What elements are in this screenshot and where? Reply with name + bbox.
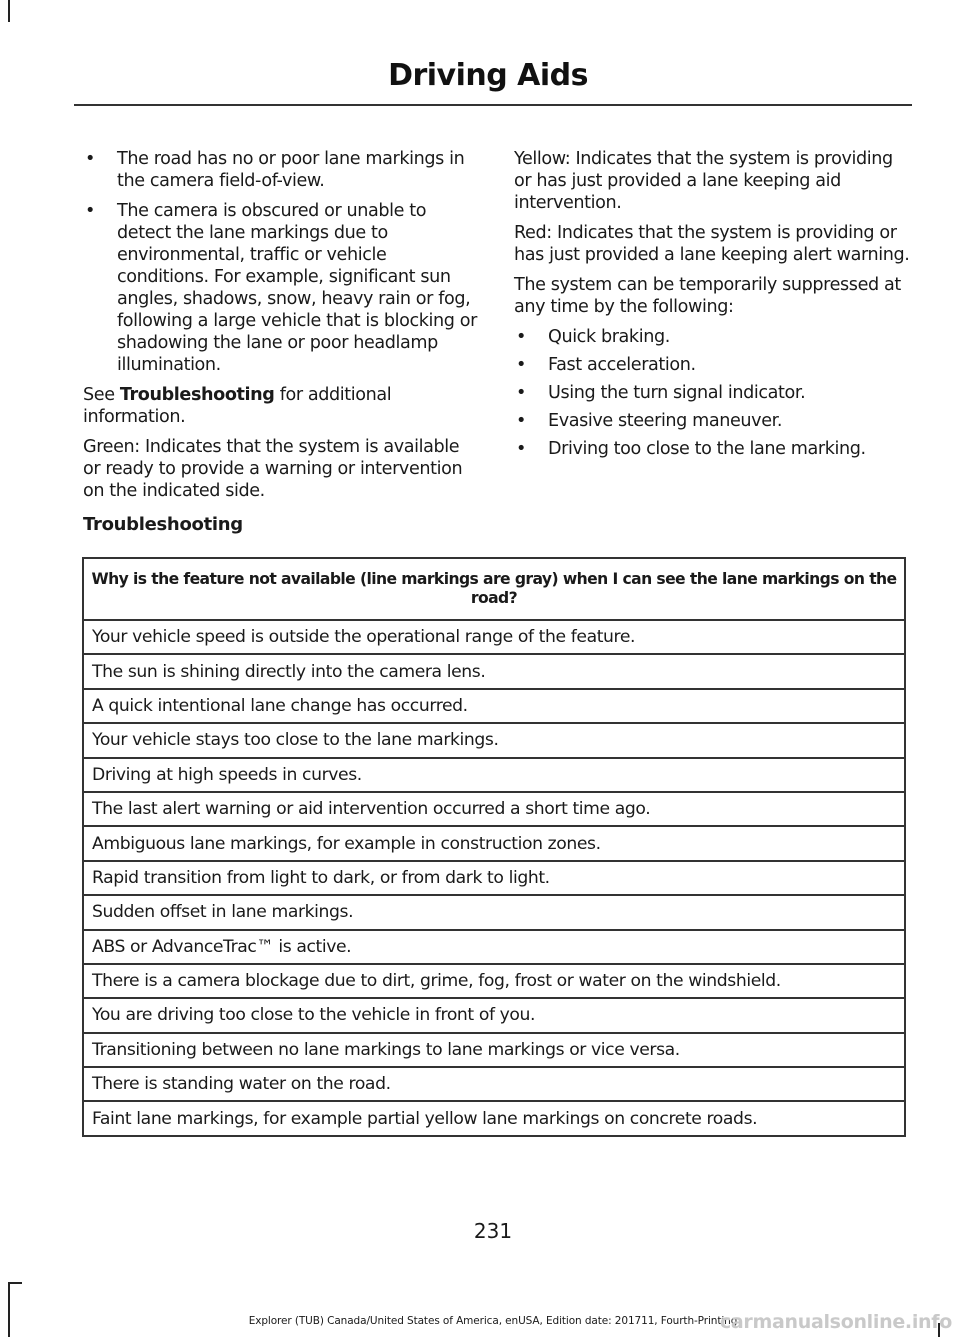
- table-cell: The last alert warning or aid intervention occurred a short time ago.: [83, 792, 905, 826]
- suppressed-paragraph: The system can be temporarily suppressed at any time by the following:: [514, 275, 901, 317]
- page-title: Driving Aids: [388, 58, 588, 93]
- list-item: [514, 382, 910, 404]
- edition-footer: Explorer (TUB) Canada/United States of America, enUSA, Edition date: 201711, Fourth-Printing: [248, 1315, 738, 1327]
- see-prefix: See: [83, 385, 115, 405]
- see-suffix: for additional information.: [83, 385, 392, 427]
- table-row: [83, 792, 905, 826]
- troubleshooting-link[interactable]: Troubleshooting: [119, 385, 275, 405]
- list-item-text: Quick braking.: [548, 327, 670, 347]
- see-troubleshooting-paragraph: [83, 384, 481, 428]
- table-header: Why is the feature not available (line markings are gray) when I can see the lane markings on the road?: [83, 558, 905, 620]
- table-cell: Your vehicle speed is outside the operational range of the feature.: [83, 620, 905, 654]
- table-row: [83, 998, 905, 1032]
- crop-mark-top-left: [8, 0, 10, 22]
- list-item: [514, 438, 910, 460]
- table-row: [83, 861, 905, 895]
- bullet: •: [85, 149, 95, 169]
- page-number: 231: [473, 1219, 513, 1243]
- table-cell: ABS or AdvanceTrac™ is active.: [83, 930, 905, 964]
- list-item-text: The camera is obscured or unable to detect the lane markings due to environmental, traffic or vehicle conditions. For example, significant sun angles, shadows, snow, heavy rain or fog, following a large vehicle that is blocking or shadowing the lane or poor headlamp illumination.: [117, 201, 477, 375]
- table-cell: Faint lane markings, for example partial yellow lane markings on concrete roads.: [83, 1101, 905, 1135]
- table-cell: There is standing water on the road.: [83, 1067, 905, 1101]
- table-row: [83, 1033, 905, 1067]
- list-item-text: Fast acceleration.: [548, 355, 696, 375]
- header-divider: [74, 104, 912, 106]
- table-cell: The sun is shining directly into the camera lens.: [83, 654, 905, 688]
- bullet: •: [516, 383, 526, 403]
- table-cell: Rapid transition from light to dark, or from dark to light.: [83, 861, 905, 895]
- table-row: [83, 758, 905, 792]
- table-row: [83, 826, 905, 860]
- list-item: [83, 200, 481, 376]
- right-column: [514, 148, 910, 466]
- table-header-row: [83, 558, 905, 620]
- table-cell: Driving at high speeds in curves.: [83, 758, 905, 792]
- bullet: •: [516, 327, 526, 347]
- bullet: •: [85, 201, 95, 221]
- list-item: [514, 326, 910, 348]
- table-cell: You are driving too close to the vehicle in front of you.: [83, 998, 905, 1032]
- section-title: Troubleshooting: [83, 514, 243, 535]
- table-row: [83, 1067, 905, 1101]
- table-row: [83, 895, 905, 929]
- watermark: carmanualsonline.info: [719, 1311, 952, 1333]
- green-indicator-paragraph: Green: Indicates that the system is available or ready to provide a warning or intervention on the indicated side.: [83, 437, 463, 501]
- table-row: [83, 620, 905, 654]
- left-column: [83, 148, 481, 510]
- table-cell: Transitioning between no lane markings to lane markings or vice versa.: [83, 1033, 905, 1067]
- list-item: [514, 354, 910, 376]
- list-item-text: The road has no or poor lane markings in the camera field-of-view.: [117, 149, 465, 191]
- table-row: [83, 964, 905, 998]
- bullet: •: [516, 355, 526, 375]
- table-cell: A quick intentional lane change has occurred.: [83, 689, 905, 723]
- table-row: [83, 689, 905, 723]
- bullet: •: [516, 439, 526, 459]
- table-row: [83, 930, 905, 964]
- list-item: [514, 410, 910, 432]
- table-row: [83, 1101, 905, 1135]
- table-cell: There is a camera blockage due to dirt, grime, fog, frost or water on the windshield.: [83, 964, 905, 998]
- table-row: [83, 723, 905, 757]
- crop-mark-bottom-left: [8, 1282, 10, 1337]
- table-cell: Your vehicle stays too close to the lane markings.: [83, 723, 905, 757]
- list-item-text: Using the turn signal indicator.: [548, 383, 806, 403]
- table-row: [83, 654, 905, 688]
- table-cell: Ambiguous lane markings, for example in construction zones.: [83, 826, 905, 860]
- yellow-indicator-paragraph: Yellow: Indicates that the system is providing or has just provided a lane keeping aid intervention.: [514, 149, 893, 213]
- table-cell: Sudden offset in lane markings.: [83, 895, 905, 929]
- list-item: [83, 148, 481, 192]
- list-item-text: Evasive steering maneuver.: [548, 411, 783, 431]
- red-indicator-paragraph: Red: Indicates that the system is providing or has just provided a lane keeping alert warning.: [514, 223, 910, 265]
- troubleshooting-table: [82, 557, 906, 1137]
- list-item-text: Driving too close to the lane marking.: [548, 439, 866, 459]
- crop-mark-bottom-left-h: [8, 1282, 22, 1284]
- bullet: •: [516, 411, 526, 431]
